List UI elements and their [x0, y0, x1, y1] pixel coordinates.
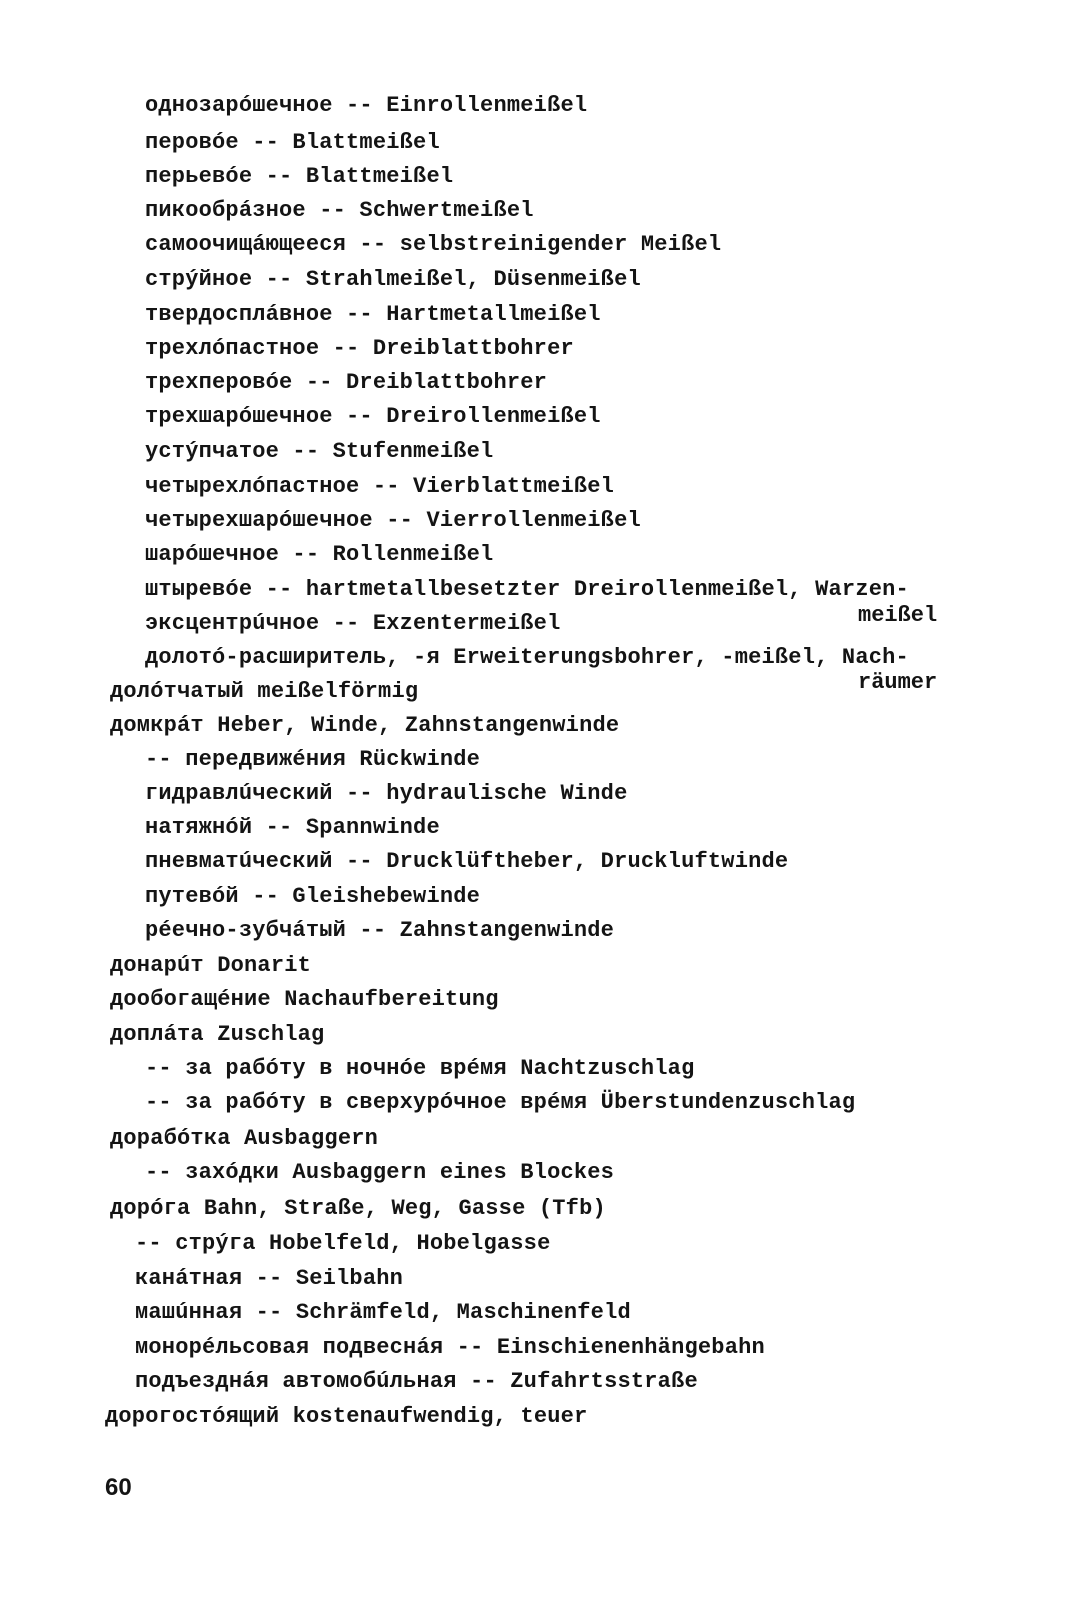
entry-line: трехлóпастное -- Dreiblattbohrer: [145, 336, 574, 361]
entry-line: долóтчатый meißelförmig: [110, 679, 419, 704]
continuation-text: räumer: [858, 670, 938, 695]
entry-line: эксцентрúчное -- Exzentermeißel: [145, 611, 561, 636]
entry-line: машúнная -- Schrämfeld, Maschinenfeld: [135, 1300, 631, 1325]
entry-line: дорогостóящий kostenaufwendig, teuer: [105, 1404, 588, 1429]
entry-line: натяжнóй -- Spannwinde: [145, 815, 440, 840]
continuation-text: meißel: [858, 603, 938, 628]
entry-line: гидравлúческий -- hydraulische Winde: [145, 781, 628, 806]
entry-line: доплáта Zuschlag: [110, 1022, 325, 1047]
entry-line: монорéльсовая подвеснáя -- Einschienenhängebahn: [135, 1335, 765, 1360]
entry-line: дообогащéние Nachaufbereitung: [110, 987, 499, 1012]
entry-line: -- передвижéния Rückwinde: [145, 747, 481, 772]
entry-line: шарóшечное -- Rollenmeißel: [145, 542, 494, 567]
entry-line: пневматúческий -- Drucklüftheber, Druckluftwinde: [145, 849, 789, 874]
entry-line: дорóга Bahn, Straße, Weg, Gasse (Tfb): [110, 1196, 606, 1221]
entry-line: четырехлóпастное -- Vierblattmeißel: [145, 474, 615, 499]
entry-line: перовóе -- Blattmeißel: [145, 130, 440, 155]
entry-line: -- захóдки Ausbaggern eines Blockes: [145, 1160, 615, 1185]
entry-line: твердосплáвное -- Hartmetallmeißel: [145, 302, 601, 327]
entry-line: -- за рабóту в сверхурóчное врéмя Überstundenzuschlag: [145, 1090, 856, 1115]
entry-line: домкрáт Heber, Winde, Zahnstangenwinde: [110, 713, 620, 738]
entry-line: долотó-расширитель, -я Erweiterungsbohrer, -meißel, Nach-: [145, 645, 909, 670]
entry-line: -- стрýга Hobelfeld, Hobelgasse: [135, 1231, 551, 1256]
entry-line: донарúт Donarit: [110, 953, 312, 978]
entry-line: однозарóшечное -- Einrollenmeißel: [145, 93, 588, 118]
entry-line: трехперовóе -- Dreiblattbohrer: [145, 370, 548, 395]
entry-line: рéечно-зубчáтый -- Zahnstangenwinde: [145, 918, 615, 943]
entry-line: трехшарóшечное -- Dreirollenmeißel: [145, 404, 601, 429]
entry-line: устýпчатое -- Stufenmeißel: [145, 439, 494, 464]
entry-line: стрýйное -- Strahlmeißel, Düsenmeißel: [145, 267, 641, 292]
entry-line: пикообрáзное -- Schwertmeißel: [145, 198, 534, 223]
entry-line: канáтная -- Seilbahn: [135, 1266, 404, 1291]
entry-line: дорабóтка Ausbaggern: [110, 1126, 379, 1151]
entry-line: путевóй -- Gleishebewinde: [145, 884, 481, 909]
page-number: 60: [105, 1474, 132, 1501]
entry-line: подъезднáя автомобúльная -- Zufahrtsstraße: [135, 1369, 698, 1394]
entry-line: перьевóе -- Blattmeißel: [145, 164, 454, 189]
entry-line: самоочищáющееся -- selbstreinigender Meißel: [145, 232, 722, 257]
entry-line: -- за рабóту в ночнóе врéмя Nachtzuschlag: [145, 1056, 695, 1081]
entry-line: штыревóе -- hartmetallbesetzter Dreirollenmeißel, Warzen-: [145, 577, 909, 602]
entry-line: четырехшарóшечное -- Vierrollenmeißel: [145, 508, 641, 533]
